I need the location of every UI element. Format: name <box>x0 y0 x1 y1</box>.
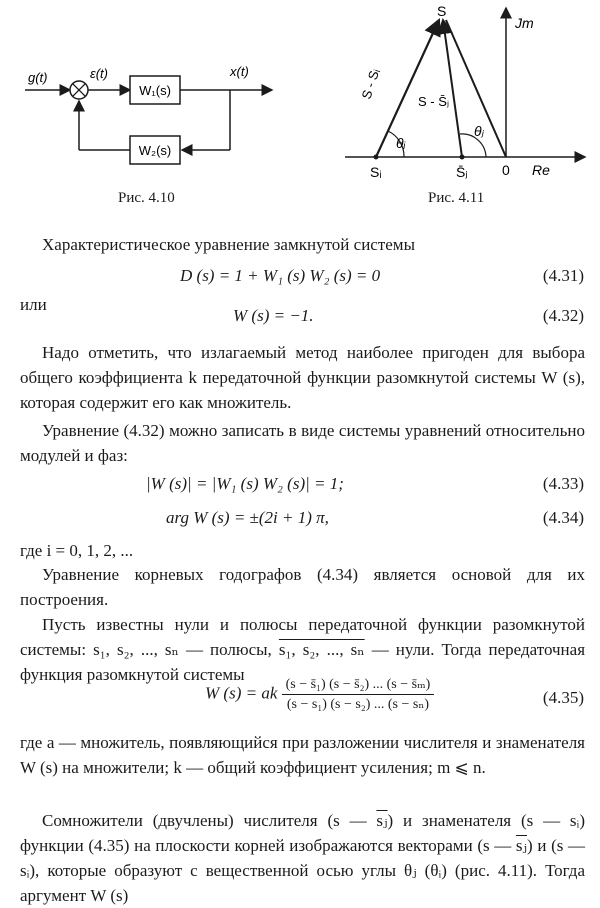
paragraph-factor-a: где a — множитель, появляющийся при разложении числителя и знаменателя W (s) на множители; k — общий коэффициент усиления; m ⩽ n. <box>20 733 585 777</box>
equation-4-35 <box>205 676 434 713</box>
pole-si <box>374 155 379 160</box>
paragraph-method-note: Надо отметить, что излагаемый метод наиболее пригоден для выбора общего коэффициента k передаточной функции разомкнутой системы W (s), которая содержит его как множитель. <box>20 343 585 412</box>
error-label: ε(t) <box>90 66 108 81</box>
equation-4-31: D (s) = 1 + W₁ (s) W₂ (s) = 0 <box>180 266 381 285</box>
sj-label: S̄ⱼ <box>456 164 468 180</box>
si-label: Sᵢ <box>370 164 382 180</box>
equation-4-33: |W (s)| = |W₁ (s) W₂ (s)| = 1; <box>146 474 344 493</box>
equation-4-35-lhs: W (s) = ak <box>205 683 278 703</box>
vector-s-si-label: S - Sᵢ <box>358 66 383 101</box>
binomials-sj-2: $\overline{sⱼ}$ <box>515 836 528 855</box>
binomials-text-b: ) и знаменателя (s — sᵢ) функции (4.35) на плоскости корней изображаются векторами (s — <box>20 811 585 855</box>
theta-i-label: θᵢ <box>396 135 406 151</box>
figure-4-10-caption: Рис. 4.10 <box>118 190 175 206</box>
theta-j-label: θⱼ <box>474 123 485 139</box>
re-axis-label: Re <box>532 162 550 178</box>
figure-4-11-root-plane <box>340 0 590 190</box>
figure-4-11-caption: Рис. 4.11 <box>428 190 485 206</box>
paragraph-characteristic: Характеристическое уравнение замкнутой системы <box>42 235 415 254</box>
binomials-text-a: Сомножители (двучлены) числителя (s — <box>42 811 367 830</box>
equation-4-35-number: (4.35) <box>542 688 584 707</box>
word-ili: или <box>20 295 47 314</box>
equation-4-33-number: (4.33) <box>542 474 584 493</box>
equation-4-32-number: (4.32) <box>542 306 584 325</box>
zeros-list: s₁, s₂, ..., sₙ <box>278 640 365 659</box>
paragraph-binomials <box>20 808 585 908</box>
equation-4-35-fraction <box>282 676 435 713</box>
zero-sj <box>460 155 465 160</box>
equation-4-35-denominator: (s − s₁) (s − s₂) ... (s − sₙ) <box>286 697 430 712</box>
w2-label: W₂(s) <box>138 143 172 158</box>
equation-4-34-number: (4.34) <box>542 508 584 527</box>
equation-4-32: W (s) = −1. <box>233 306 314 325</box>
paragraph-root-locus: Уравнение корневых годографов (4.34) является основой для их построения. <box>20 565 585 609</box>
binomials-text-c: ) и (s — sᵢ), которые образуют с вещественной осью углы θⱼ (θᵢ) (рис. 4.11). Тогда аргумент W (s) <box>20 836 586 905</box>
paragraph-modulus-phase: Уравнение (4.32) можно записать в виде системы уравнений относительно модулей и фаз: <box>20 421 585 465</box>
s-point-label: S <box>437 3 447 19</box>
binomials-sj: $\overline{sⱼ}$ <box>376 811 388 830</box>
output-label: x(t) <box>230 64 249 79</box>
figure-4-10-block-diagram <box>20 40 280 180</box>
where-i-values: где i = 0, 1, 2, ... <box>20 541 134 560</box>
origin-label: 0 <box>502 162 510 178</box>
vector-s-sj-label: S - S̄ⱼ <box>418 94 450 109</box>
poles-zeros-text-a: Пусть известны нули и полюсы передаточной функции разомкнутой системы: s₁, s₂, ..., sₙ — полюсы, <box>20 615 585 659</box>
equation-4-35-numerator: (s − s̄₁) (s − s̄₂) ... (s − s̄ₘ) <box>282 676 435 695</box>
equation-4-34: arg W (s) = ±(2i + 1) π, <box>166 508 329 527</box>
im-axis-label: Jm <box>515 15 534 31</box>
w1-label: W₁(s) <box>139 83 171 98</box>
poles-zeros-text-b: — нули. Тогда передаточная функция разомкнутой системы <box>20 640 586 684</box>
input-label: g(t) <box>28 70 48 85</box>
equation-4-31-number: (4.31) <box>542 266 584 285</box>
